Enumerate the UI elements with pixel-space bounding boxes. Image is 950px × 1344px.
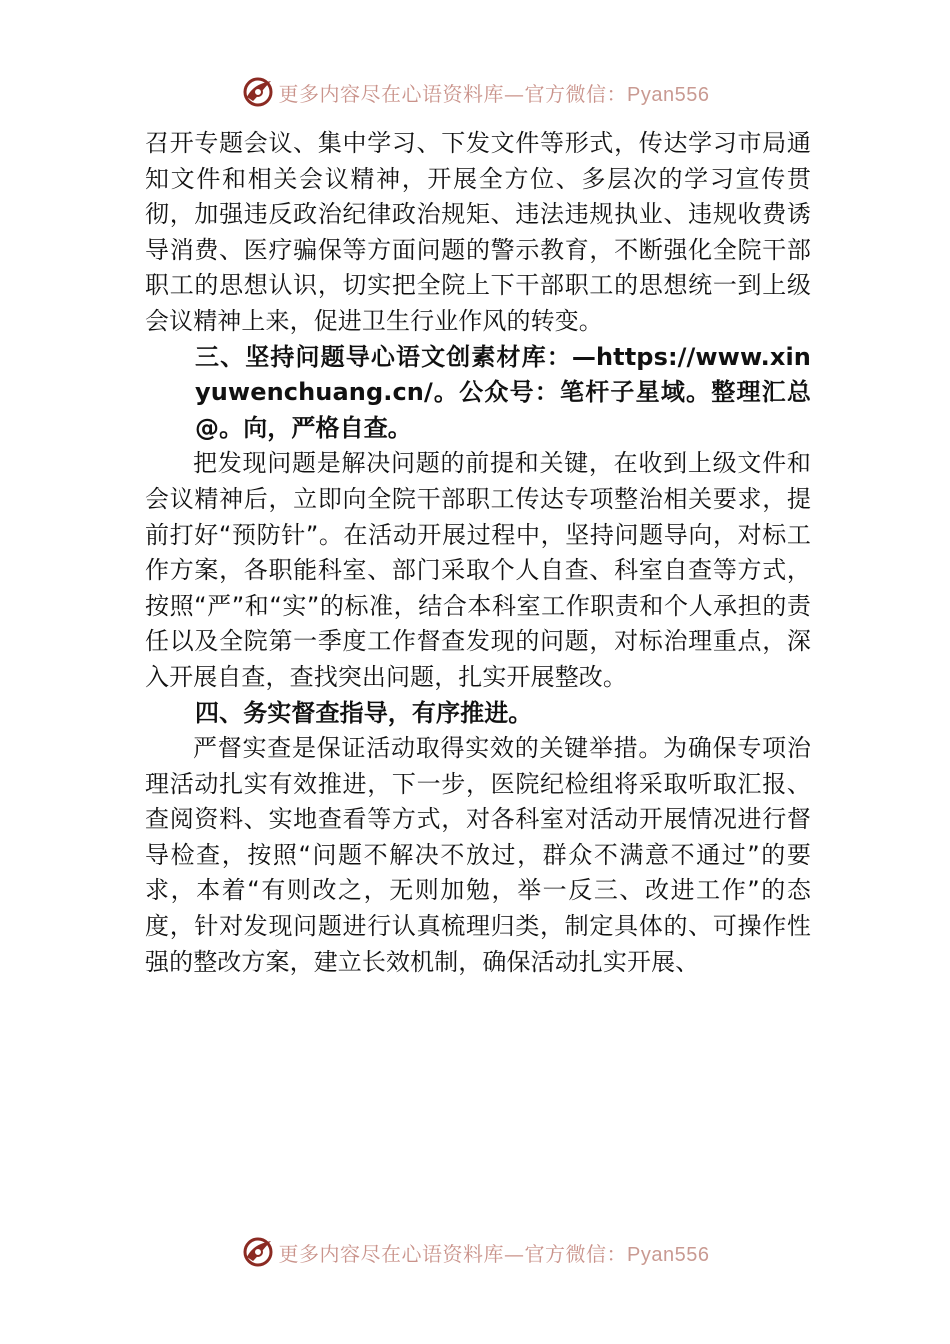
paragraph: 召开专题会议、集中学习、下发文件等形式，传达学习市局通知文件和相关会议精神，开展全方位、多层次的学习宣传贯彻，加强违反政治纪律政治规矩、违法违规执业、违规收费诱导消费、医疗骗保等方面问题的警示教育，不断强化全院干部职工的思想认识，切实把全院上下干部职工的思想统一到上级会议精神上来，促进卫生行业作风的转变。 [145,129,811,335]
footer-watermark-banner [0,1230,950,1274]
xinyu-logo-icon [241,1235,275,1269]
watermark-text: 更多内容尽在心语资料库—官方微信：Pyan556 [278,1241,710,1266]
section-heading-4: 四、务实督查指导，有序推进。 [195,698,533,727]
watermark-text: 更多内容尽在心语资料库—官方微信：Pyan556 [278,81,710,106]
paragraph: 把发现问题是解决问题的前提和关键，在收到上级文件和会议精神后，立即向全院干部职工传达专项整治相关要求，提前打好“预防针”。在活动开展过程中，坚持问题导向，对标工作方案，各职能科室、部门采取个人自查、科室自查等方式，按照“严”和“实”的标准，结合本科室工作职责和个人承担的责任以及全院第一季度工作督查发现的问题，对标治理重点，深入开展自查，查找突出问题，扎实开展整改。 [145,449,811,691]
xinyu-logo-icon [241,75,275,109]
paragraph: 严督实查是保证活动取得实效的关键举措。为确保专项治理活动扎实有效推进，下一步，医院纪检组将采取听取汇报、查阅资料、实地查看等方式，对各科室对活动开展情况进行督导检查，按照“问题不解决不放过，群众不满意不通过”的要求，本着“有则改之，无则加勉，举一反三、改进工作”的态度，针对发现问题进行认真梳理归类，制定具体的、可操作性强的整改方案，建立长效机制，确保活动扎实开展、 [145,734,811,976]
wechat-id: Pyan556 [627,83,710,106]
header-watermark-banner [0,70,950,114]
wechat-id: Pyan556 [627,1243,710,1266]
section-heading-3: 三、坚持问题导心语文创素材库：—https://www.xinyuwenchuang.cn/。公众号：笔杆子星域。整理汇总@。向，严格自查。 [195,342,811,442]
document-body [145,126,811,980]
